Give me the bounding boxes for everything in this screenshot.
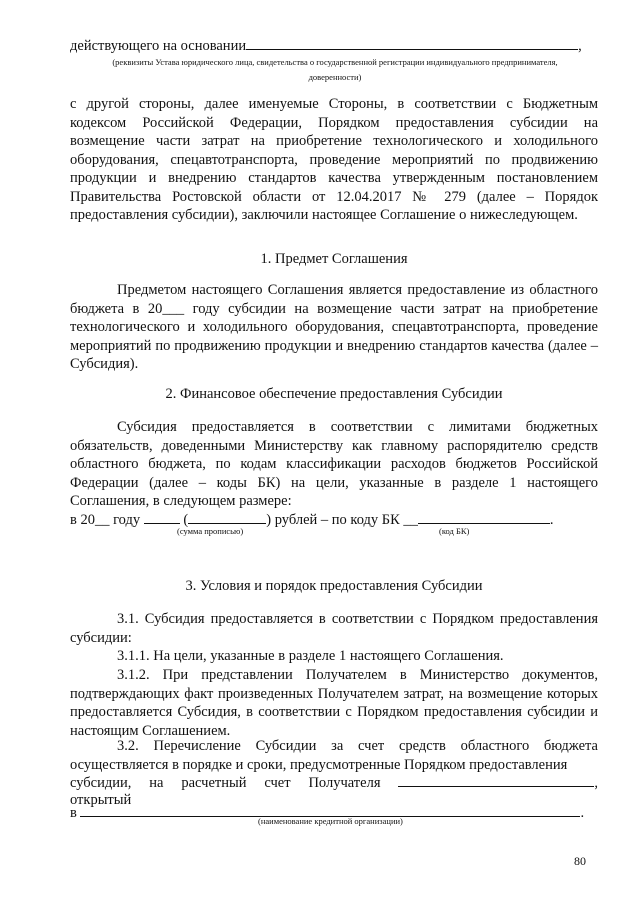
account-number-blank: [398, 773, 594, 787]
bank-row-end: .: [580, 805, 585, 821]
clause-3-1-1: 3.1.1. На цели, указанные в разделе 1 настоящего Соглашения.: [117, 648, 504, 664]
basis-blank: [246, 36, 578, 50]
basis-caption-2: доверенности): [308, 72, 362, 82]
amount-row-end: .: [549, 512, 554, 528]
account-word-3: расчетный: [181, 775, 247, 791]
account-word-1: субсидии,: [70, 775, 132, 791]
amount-fill-row: [70, 510, 598, 529]
basis-suffix: ,: [578, 38, 582, 54]
paren-open: (: [183, 512, 189, 528]
budget-code-caption: (код БК): [439, 526, 470, 536]
bank-prefix: в: [70, 805, 77, 821]
budget-code-blank: [418, 510, 550, 524]
opened-word: открытый: [70, 792, 132, 808]
clause-3-1-2: 3.1.2. При представлении Получателем в Министерство документов, подтверждающих факт произведенных Получателем затрат, на возмещение которых предоставляется Субсидия, в соответствии с Порядком предоставления субсидии и настоящим Соглашением.: [70, 667, 598, 739]
clause-3-2: 3.2. Перечисление Субсидии за счет средств областного бюджета осуществляется в порядке и сроки, предусмотренные Порядком предоставления: [70, 738, 598, 773]
section-3-heading: 3. Условия и порядок предоставления Субсидии: [185, 578, 483, 594]
account-row: [70, 773, 598, 792]
clause-3-1: 3.1. Субсидия предоставляется в соответствии с Порядком предоставления субсидии:: [70, 611, 598, 646]
bank-caption: (наименование кредитной организации): [258, 816, 403, 826]
account-word-2: на: [149, 775, 164, 791]
rubles-code-text: ) рублей – по коду БК: [266, 512, 400, 528]
basis-prefix: действующего на основании: [70, 38, 247, 54]
section-2-paragraph: Субсидия предоставляется в соответствии с лимитами бюджетных обязательств, доведенными Министерству как главному распорядителю средств областного бюджета, по кодам классификации расходов бюджетов Российской Федерации (далее – коды БК) на цели, указанные в разделе 1 настоящего Соглашения, в следующем размере:: [70, 419, 598, 509]
account-row-end: ,: [594, 775, 598, 791]
basis-caption-1: (реквизиты Устава юридического лица, свидетельства о государственной регистрации индивидуального предпринимателя,: [112, 57, 558, 67]
section-1-heading: 1. Предмет Соглашения: [260, 251, 408, 267]
section-1-paragraph: Предметом настоящего Соглашения является предоставление из областного бюджета в 20___ году субсидии на возмещение части затрат на приобретение технологического и холодильного оборудования, спецавтотранспорта, проведение мероприятий по продвижению продукции и внедрению стандартов качества (далее – Субсидия).: [70, 282, 598, 372]
amount-words-blank: [188, 510, 266, 524]
bank-name-blank: [80, 803, 580, 817]
basis-line: [70, 36, 600, 55]
account-word-5: Получателя: [308, 775, 381, 791]
year-amount-blank: [144, 510, 180, 524]
section-2-heading: 2. Финансовое обеспечение предоставления Субсидии: [165, 386, 503, 402]
year-fill: в 20__ году: [70, 512, 141, 528]
page-number: 80: [574, 854, 586, 868]
code-dots: __: [403, 512, 418, 528]
intro-paragraph: с другой стороны, далее именуемые Стороны, в соответствии с Бюджетным кодексом Российской Федерации, Порядком предоставления субсидии на возмещение части затрат на приобретение технологического и холодильного оборудования, спецавтотранспорта, проведение мероприятий по продвижению продукции и внедрению стандартов качества утвержденным постановлением Правительства Ростовской области от 12.04.2017 № 279 (далее – Порядок предоставления субсидии), заключили настоящее Соглашение о нижеследующем.: [70, 96, 598, 223]
amount-words-caption: (сумма прописью): [177, 526, 244, 536]
account-word-4: счет: [264, 775, 291, 791]
